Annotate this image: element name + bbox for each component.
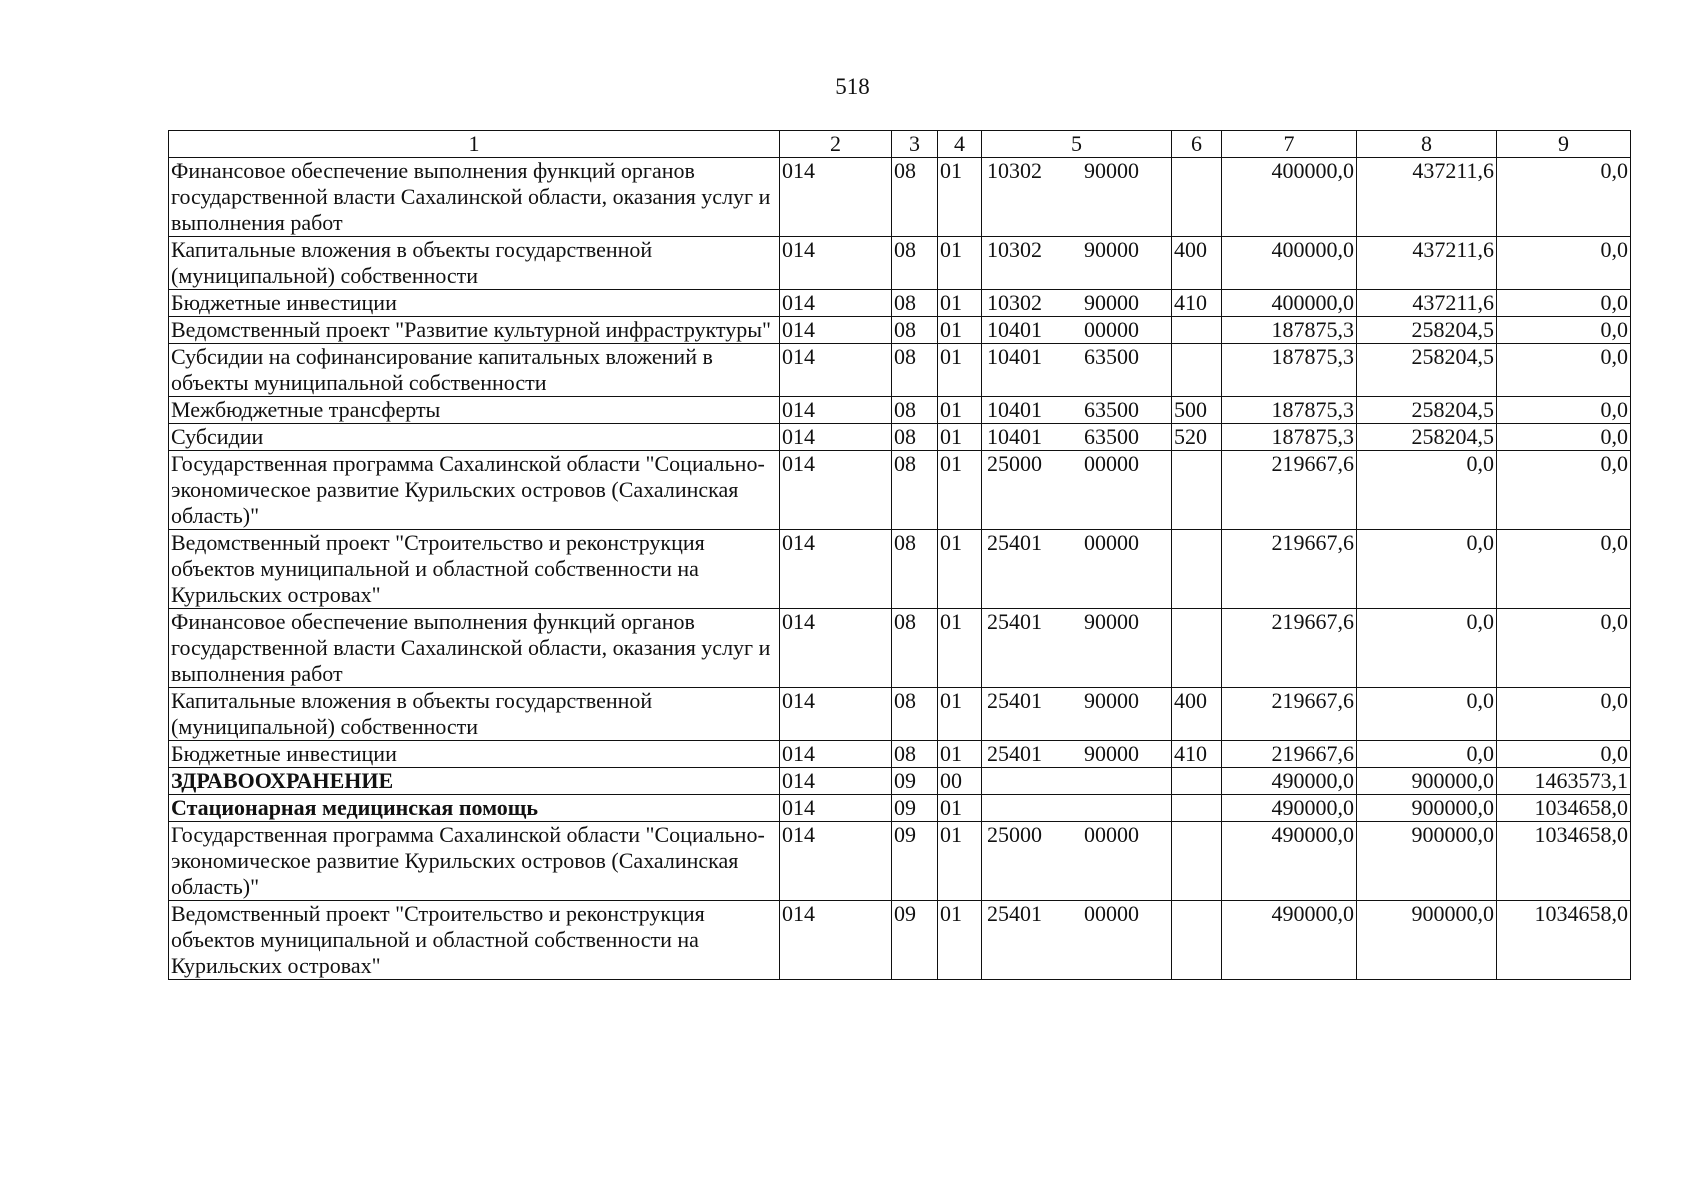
row-subsection-code: 01 [938, 688, 982, 741]
row-expense-type: 520 [1172, 424, 1222, 451]
row-amount-col9: 0,0 [1497, 530, 1631, 609]
row-amount-col7: 219667,6 [1222, 530, 1357, 609]
row-amount-col8: 0,0 [1357, 530, 1497, 609]
row-amount-col9: 0,0 [1497, 424, 1631, 451]
row-target-article [982, 237, 1172, 290]
row-amount-col9: 0,0 [1497, 290, 1631, 317]
table-row [169, 424, 1631, 451]
row-target-program: 25401 [987, 901, 1042, 926]
row-target-direction: 90000 [1084, 237, 1139, 262]
row-target-article [982, 344, 1172, 397]
row-section-code: 09 [892, 822, 938, 901]
row-expense-type: 400 [1172, 237, 1222, 290]
table-row [169, 741, 1631, 768]
row-target-program: 10401 [987, 344, 1042, 369]
row-section-code: 08 [892, 451, 938, 530]
row-amount-col9: 0,0 [1497, 688, 1631, 741]
row-ministry-code: 014 [780, 158, 892, 237]
row-name: Государственная программа Сахалинской области "Социально-экономическое развитие Курильских островов (Сахалинская область)" [169, 822, 780, 901]
header-cell-6: 6 [1172, 131, 1222, 158]
row-expense-type [1172, 344, 1222, 397]
row-subsection-code: 01 [938, 451, 982, 530]
budget-table [168, 130, 1631, 980]
row-amount-col8: 437211,6 [1357, 290, 1497, 317]
row-target-direction: 90000 [1084, 290, 1139, 315]
row-ministry-code: 014 [780, 344, 892, 397]
table-row [169, 158, 1631, 237]
row-amount-col8: 258204,5 [1357, 424, 1497, 451]
row-section-code: 09 [892, 768, 938, 795]
row-amount-col9: 1463573,1 [1497, 768, 1631, 795]
row-section-code: 08 [892, 317, 938, 344]
row-section-code: 08 [892, 397, 938, 424]
row-amount-col7: 187875,3 [1222, 424, 1357, 451]
row-amount-col8: 900000,0 [1357, 901, 1497, 980]
row-target-article [982, 688, 1172, 741]
table-row [169, 795, 1631, 822]
row-target-direction: 00000 [1084, 822, 1139, 847]
row-subsection-code: 01 [938, 317, 982, 344]
row-expense-type [1172, 317, 1222, 344]
row-section-code: 08 [892, 688, 938, 741]
row-amount-col9: 0,0 [1497, 451, 1631, 530]
row-amount-col9: 0,0 [1497, 397, 1631, 424]
row-target-article [982, 901, 1172, 980]
table-row [169, 344, 1631, 397]
row-amount-col9: 1034658,0 [1497, 901, 1631, 980]
row-expense-type: 400 [1172, 688, 1222, 741]
row-target-direction: 00000 [1084, 901, 1139, 926]
row-target-direction: 90000 [1084, 741, 1139, 766]
row-subsection-code: 01 [938, 609, 982, 688]
table-row [169, 768, 1631, 795]
row-expense-type [1172, 530, 1222, 609]
table-row [169, 290, 1631, 317]
row-target-article [982, 424, 1172, 451]
row-ministry-code: 014 [780, 424, 892, 451]
row-section-code: 09 [892, 901, 938, 980]
header-row [169, 131, 1631, 158]
row-amount-col8: 258204,5 [1357, 317, 1497, 344]
row-target-program: 25401 [987, 530, 1042, 555]
row-name: Государственная программа Сахалинской области "Социально-экономическое развитие Курильских островов (Сахалинская область)" [169, 451, 780, 530]
row-ministry-code: 014 [780, 688, 892, 741]
row-subsection-code: 01 [938, 290, 982, 317]
row-subsection-code: 01 [938, 530, 982, 609]
row-target-article [982, 158, 1172, 237]
row-target-article [982, 397, 1172, 424]
row-name: Субсидии [169, 424, 780, 451]
row-amount-col7: 219667,6 [1222, 688, 1357, 741]
row-ministry-code: 014 [780, 397, 892, 424]
row-name: Ведомственный проект "Строительство и реконструкция объектов муниципальной и областной собственности на Курильских островах" [169, 901, 780, 980]
table-row [169, 688, 1631, 741]
row-target-program: 10401 [987, 317, 1042, 342]
row-target-article [982, 768, 1172, 795]
row-section-code: 08 [892, 237, 938, 290]
table-row [169, 609, 1631, 688]
row-target-program: 25000 [987, 822, 1042, 847]
row-target-article [982, 795, 1172, 822]
row-amount-col8: 0,0 [1357, 609, 1497, 688]
row-target-program: 10401 [987, 424, 1042, 449]
row-section-code: 08 [892, 530, 938, 609]
row-ministry-code: 014 [780, 451, 892, 530]
row-section-code: 08 [892, 344, 938, 397]
row-name: Бюджетные инвестиции [169, 290, 780, 317]
row-amount-col9: 0,0 [1497, 741, 1631, 768]
row-amount-col9: 1034658,0 [1497, 822, 1631, 901]
row-section-code: 08 [892, 158, 938, 237]
table-row [169, 397, 1631, 424]
row-target-article [982, 290, 1172, 317]
row-target-program: 10401 [987, 397, 1042, 422]
row-ministry-code: 014 [780, 290, 892, 317]
row-amount-col9: 0,0 [1497, 237, 1631, 290]
row-expense-type: 500 [1172, 397, 1222, 424]
row-target-program: 10302 [987, 158, 1042, 183]
row-ministry-code: 014 [780, 741, 892, 768]
row-name: Финансовое обеспечение выполнения функций органов государственной власти Сахалинской области, оказания услуг и выполнения работ [169, 609, 780, 688]
row-amount-col8: 900000,0 [1357, 795, 1497, 822]
row-amount-col8: 900000,0 [1357, 822, 1497, 901]
row-name: Капитальные вложения в объекты государственной (муниципальной) собственности [169, 688, 780, 741]
row-target-program: 25401 [987, 688, 1042, 713]
row-amount-col9: 0,0 [1497, 158, 1631, 237]
row-target-program: 10302 [987, 290, 1042, 315]
row-amount-col7: 400000,0 [1222, 158, 1357, 237]
row-name: ЗДРАВООХРАНЕНИЕ [169, 768, 780, 795]
row-amount-col7: 219667,6 [1222, 741, 1357, 768]
row-section-code: 09 [892, 795, 938, 822]
row-subsection-code: 01 [938, 397, 982, 424]
row-section-code: 08 [892, 609, 938, 688]
row-name: Межбюджетные трансферты [169, 397, 780, 424]
row-amount-col9: 0,0 [1497, 317, 1631, 344]
row-subsection-code: 01 [938, 901, 982, 980]
row-target-direction: 00000 [1084, 317, 1139, 342]
row-target-direction: 90000 [1084, 688, 1139, 713]
header-cell-2: 2 [780, 131, 892, 158]
row-target-direction: 63500 [1084, 397, 1139, 422]
row-name: Ведомственный проект "Развитие культурной инфраструктуры" [169, 317, 780, 344]
row-ministry-code: 014 [780, 317, 892, 344]
row-expense-type: 410 [1172, 290, 1222, 317]
row-target-direction: 90000 [1084, 158, 1139, 183]
table-row [169, 451, 1631, 530]
row-target-program: 25401 [987, 741, 1042, 766]
row-target-direction: 63500 [1084, 344, 1139, 369]
row-amount-col7: 187875,3 [1222, 344, 1357, 397]
header-cell-4: 4 [938, 131, 982, 158]
header-cell-7: 7 [1222, 131, 1357, 158]
row-amount-col9: 0,0 [1497, 344, 1631, 397]
row-amount-col7: 219667,6 [1222, 451, 1357, 530]
row-target-program: 10302 [987, 237, 1042, 262]
row-name: Ведомственный проект "Строительство и реконструкция объектов муниципальной и областной собственности на Курильских островах" [169, 530, 780, 609]
row-ministry-code: 014 [780, 795, 892, 822]
row-amount-col7: 400000,0 [1222, 290, 1357, 317]
row-section-code: 08 [892, 424, 938, 451]
row-subsection-code: 00 [938, 768, 982, 795]
row-subsection-code: 01 [938, 424, 982, 451]
row-name: Бюджетные инвестиции [169, 741, 780, 768]
row-target-direction: 90000 [1084, 609, 1139, 634]
row-target-direction: 00000 [1084, 451, 1139, 476]
table-row [169, 317, 1631, 344]
row-ministry-code: 014 [780, 530, 892, 609]
row-amount-col7: 187875,3 [1222, 317, 1357, 344]
row-ministry-code: 014 [780, 768, 892, 795]
row-amount-col8: 437211,6 [1357, 158, 1497, 237]
row-subsection-code: 01 [938, 237, 982, 290]
header-cell-9: 9 [1497, 131, 1631, 158]
row-ministry-code: 014 [780, 609, 892, 688]
row-name: Стационарная медицинская помощь [169, 795, 780, 822]
row-target-article [982, 451, 1172, 530]
table-row [169, 901, 1631, 980]
row-expense-type [1172, 158, 1222, 237]
row-expense-type [1172, 901, 1222, 980]
row-subsection-code: 01 [938, 795, 982, 822]
row-subsection-code: 01 [938, 822, 982, 901]
row-amount-col9: 0,0 [1497, 609, 1631, 688]
row-target-article [982, 741, 1172, 768]
table-row [169, 822, 1631, 901]
row-target-direction: 63500 [1084, 424, 1139, 449]
row-target-article [982, 530, 1172, 609]
row-name: Финансовое обеспечение выполнения функций органов государственной власти Сахалинской области, оказания услуг и выполнения работ [169, 158, 780, 237]
row-expense-type: 410 [1172, 741, 1222, 768]
row-target-article [982, 822, 1172, 901]
row-subsection-code: 01 [938, 741, 982, 768]
row-amount-col7: 490000,0 [1222, 822, 1357, 901]
row-amount-col8: 258204,5 [1357, 344, 1497, 397]
row-expense-type [1172, 609, 1222, 688]
header-cell-5: 5 [982, 131, 1172, 158]
row-amount-col7: 490000,0 [1222, 768, 1357, 795]
row-amount-col7: 400000,0 [1222, 237, 1357, 290]
row-amount-col8: 900000,0 [1357, 768, 1497, 795]
row-expense-type [1172, 795, 1222, 822]
row-name: Капитальные вложения в объекты государственной (муниципальной) собственности [169, 237, 780, 290]
row-target-article [982, 317, 1172, 344]
row-amount-col7: 219667,6 [1222, 609, 1357, 688]
row-ministry-code: 014 [780, 237, 892, 290]
row-target-article [982, 609, 1172, 688]
header-cell-1: 1 [169, 131, 780, 158]
row-ministry-code: 014 [780, 822, 892, 901]
row-ministry-code: 014 [780, 901, 892, 980]
header-cell-3: 3 [892, 131, 938, 158]
row-subsection-code: 01 [938, 344, 982, 397]
row-target-direction: 00000 [1084, 530, 1139, 555]
row-target-program: 25000 [987, 451, 1042, 476]
row-amount-col8: 258204,5 [1357, 397, 1497, 424]
page-number: 518 [835, 74, 870, 99]
table-row [169, 237, 1631, 290]
row-expense-type [1172, 768, 1222, 795]
row-section-code: 08 [892, 290, 938, 317]
row-amount-col8: 0,0 [1357, 451, 1497, 530]
row-amount-col7: 490000,0 [1222, 795, 1357, 822]
row-name: Субсидии на софинансирование капитальных вложений в объекты муниципальной собственности [169, 344, 780, 397]
table-row [169, 530, 1631, 609]
row-amount-col8: 0,0 [1357, 688, 1497, 741]
row-section-code: 08 [892, 741, 938, 768]
row-amount-col7: 187875,3 [1222, 397, 1357, 424]
row-amount-col9: 1034658,0 [1497, 795, 1631, 822]
row-subsection-code: 01 [938, 158, 982, 237]
row-amount-col7: 490000,0 [1222, 901, 1357, 980]
header-cell-8: 8 [1357, 131, 1497, 158]
row-amount-col8: 0,0 [1357, 741, 1497, 768]
row-expense-type [1172, 822, 1222, 901]
row-amount-col8: 437211,6 [1357, 237, 1497, 290]
row-target-program: 25401 [987, 609, 1042, 634]
row-expense-type [1172, 451, 1222, 530]
